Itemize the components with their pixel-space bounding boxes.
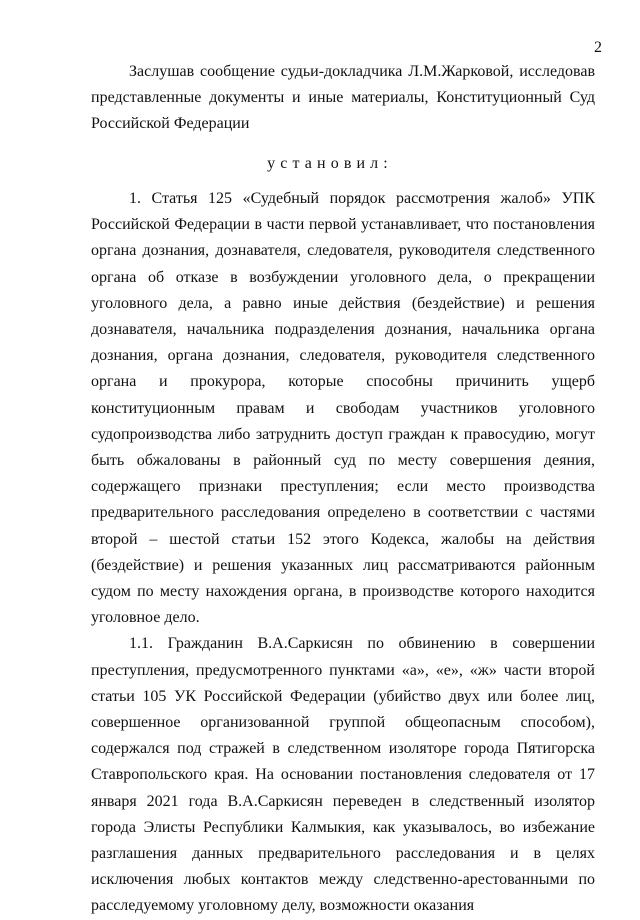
- paragraph-1: 1. Статья 125 «Судебный порядок рассмотрения жалоб» УПК Российской Федерации в части первой устанавливает, что постановления органа дознания, дознавателя, следователя, руководителя следственного органа об отказе в возбуждении уголовного дела, о прекращении уголовного дела, а равно иные действия (бездействие) и решения дознавателя, начальника подразделения дознания, начальника органа дознания, органа дознания, следователя, руководителя следственного органа и прокурора, которые способны причинить ущерб конституционным правам и свободам участников уголовного судопроизводства либо затруднить доступ граждан к правосудию, могут быть обжалованы в районный суд по месту совершения деяния, содержащего признаки преступления; если место производства предварительного расследования определено в соответствии с частями второй – шестой статьи 152 этого Кодекса, жалобы на действия (бездействие) и решения указанных лиц рассматриваются районным судом по месту нахождения органа, в производстве которого находится уголовное дело.: [91, 190, 595, 627]
- intro-paragraph: Заслушав сообщение судьи-докладчика Л.М.Жарковой, исследовав представленные документы и иные материалы, Конституционный Суд Российской Федерации: [91, 63, 595, 133]
- paragraph-1-1: 1.1. Гражданин В.А.Саркисян по обвинению в совершении преступления, предусмотренного пунктами «а», «е», «ж» части второй статьи 105 УК Российской Федерации (убийство двух или более лиц, совершенное организованной группой общеопасным способом), содержался под стражей в следственном изоляторе города Пятигорска Ставропольского края. На основании постановления следователя от 17 января 2021 года В.А.Саркисян переведен в следственный изолятор города Элисты Республики Калмыкия, как указывалось, во избежание разглашения данных предварительного расследования и в целях исключения любых контактов между следственно-арестованными по расследуемому уголовному делу, возможности оказания: [91, 635, 595, 915]
- intro-block: [91, 59, 595, 138]
- body-text: [91, 186, 595, 920]
- section-heading: установил:: [267, 155, 393, 172]
- page-number: 2: [594, 39, 602, 56]
